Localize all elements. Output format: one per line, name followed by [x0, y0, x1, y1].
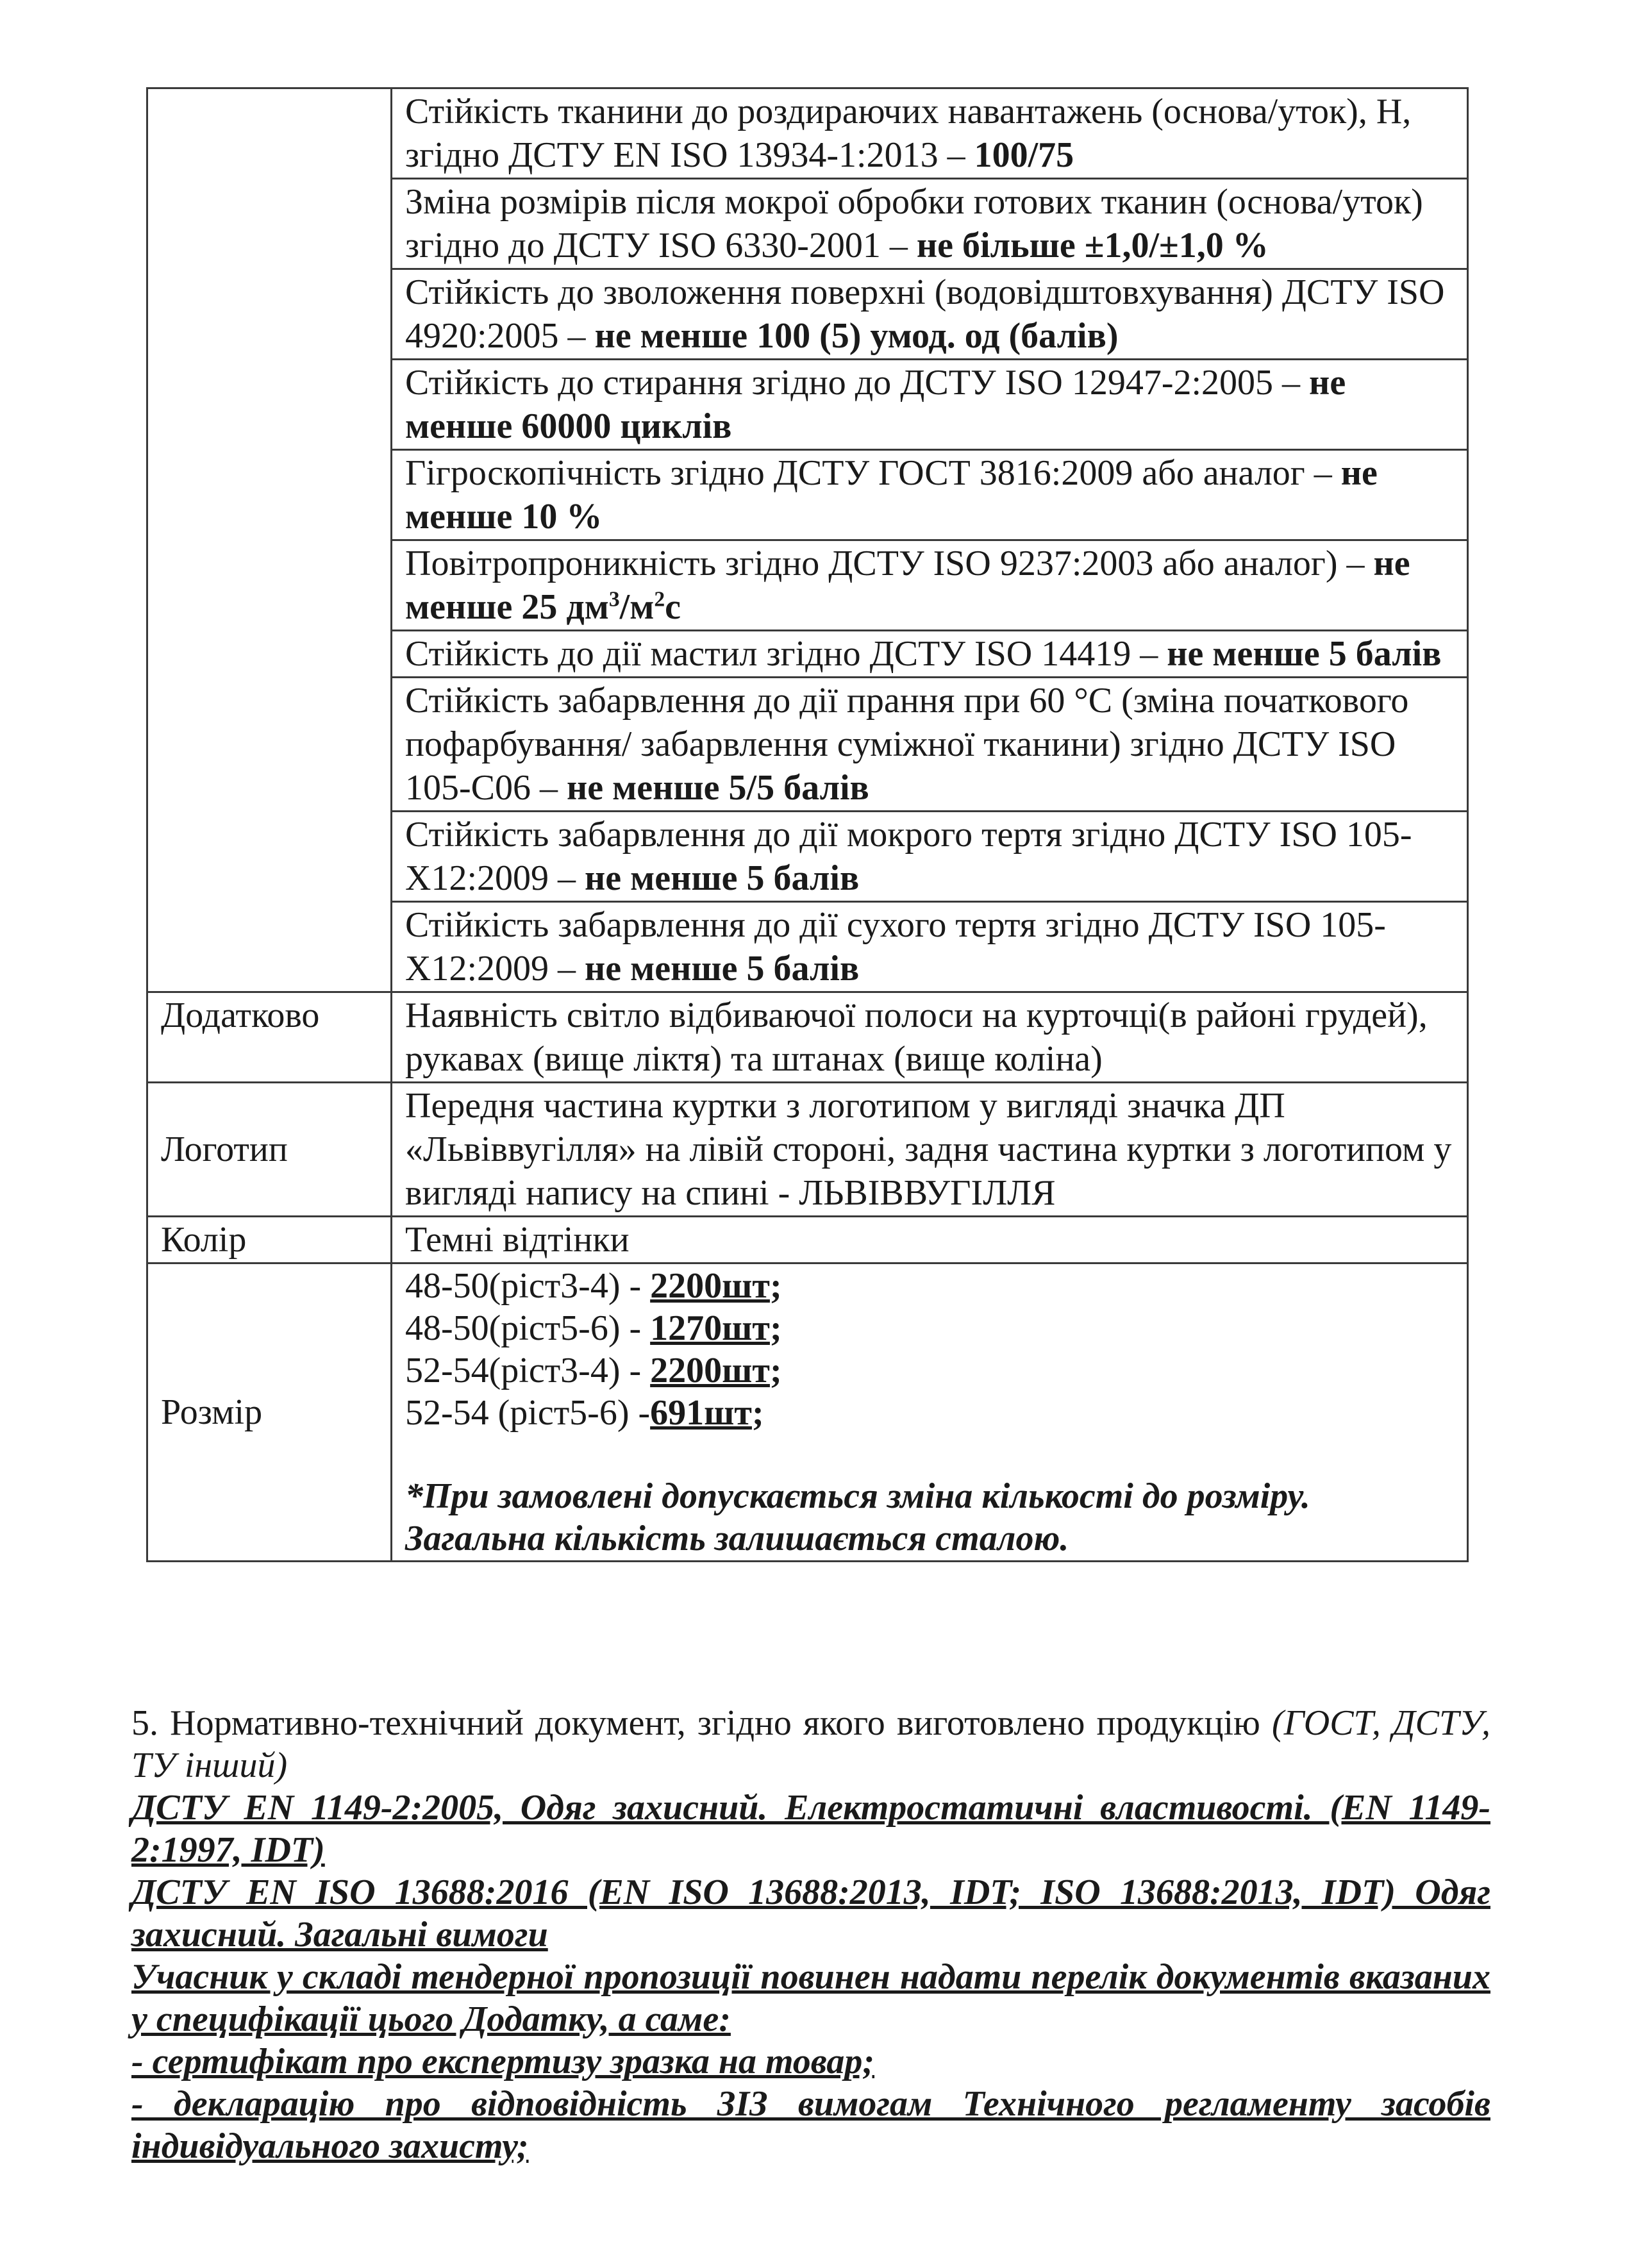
property-dimension-change: Зміна розмірів після мокрої обробки готових тканин (основа/уток) згідно до ДСТУ ISO 6330-2001 – не більше ±1,0/±1,0 %: [392, 179, 1468, 269]
size-note: *При замовлені допускається зміна кількості до розміру. Загальна кількість залишається сталою.: [405, 1476, 1310, 1558]
table-row: [147, 1083, 1468, 1217]
property-abrasion: Стійкість до стирання згідно до ДСТУ ISO 12947-2:2005 – не менше 60000 циклів: [392, 360, 1468, 450]
size-list: [392, 1263, 1468, 1562]
size-item: 52-54 (ріст5-6) -691шт;: [405, 1393, 764, 1433]
property-oil-resistance: Стійкість до дії мастил згідно ДСТУ ISO 14419 – не менше 5 балів: [392, 631, 1468, 678]
additional-label: Додатково: [147, 992, 392, 1083]
table-row: [147, 1217, 1468, 1263]
empty-label-cell: [147, 88, 392, 992]
requirement-line: - декларацію про відповідність ЗІЗ вимогам Технічного регламенту засобів індивідуального захисту;: [131, 2084, 1490, 2166]
table-row: [147, 88, 1468, 179]
standard-line: ДСТУ EN 1149-2:2005, Одяг захисний. Електростатичні властивості. (EN 1149-2:1997, IDT): [131, 1788, 1490, 1870]
property-dry-rub-colorfastness: Стійкість забарвлення до дії сухого тертя згідно ДСТУ ISO 105-X12:2009 – не менше 5 балів: [392, 902, 1468, 992]
property-hygroscopicity: Гігроскопічність згідно ДСТУ ГОСТ 3816:2009 або аналог – не менше 10 %: [392, 450, 1468, 540]
logo-label: Логотип: [147, 1083, 392, 1217]
property-air-permeability: Повітропроникність згідно ДСТУ ISO 9237:2003 або аналог) – не менше 25 $дм^3/м^2с$: [392, 540, 1468, 631]
section-5-intro: 5. Нормативно-технічний документ, згідно якого виготовлено продукцію (ГОСТ, ДСТУ, ТУ інший): [131, 1703, 1491, 1785]
logo-text: Передня частина куртки з логотипом у вигляді значка ДП «Львіввугілля» на лівій стороні, задня частина куртки з логотипом у вигляді напису на спині - ЛЬВІВВУГІЛЛЯ: [392, 1083, 1468, 1217]
section-5: [131, 1702, 1490, 2167]
requirement-line: Учасник у складі тендерної пропозиції повинен надати перелік документів вказаних у специфікації цього Додатку, а саме:: [131, 1957, 1490, 2039]
property-tear-strength: Стійкість тканини до роздираючих навантажень (основа/уток), Н, згідно ДСТУ EN ISO 13934-1:2013 – 100/75: [392, 88, 1468, 179]
standard-line: ДСТУ EN ISO 13688:2016 (EN ISO 13688:2013, IDT; ISO 13688:2013, IDT) Одяг захисний. Загальні вимоги: [131, 1872, 1490, 1955]
property-wet-rub-colorfastness: Стійкість забарвлення до дії мокрого тертя згідно ДСТУ ISO 105-X12:2009 – не менше 5 балів: [392, 812, 1468, 902]
property-wash-colorfastness: Стійкість забарвлення до дії прання при 60 °С (зміна початкового пофарбування/ забарвлення суміжної тканини) згідно ДСТУ ISO 105-C06 – не менше 5/5 балів: [392, 678, 1468, 812]
color-label: Колір: [147, 1217, 392, 1263]
size-item: 48-50(ріст3-4) - 2200шт;: [405, 1266, 782, 1306]
spec-table: [146, 87, 1469, 1562]
requirement-line: - сертифікат про експертизу зразка на товар;: [131, 2042, 875, 2081]
size-label: Розмір: [147, 1263, 392, 1562]
size-item: 52-54(ріст3-4) - 2200шт;: [405, 1351, 782, 1390]
property-water-repellency: Стійкість до зволоження поверхні (водовідштовхування) ДСТУ ISO 4920:2005 – не менше 100 (5) умод. од (балів): [392, 269, 1468, 360]
additional-text: Наявність світло відбиваючої полоси на курточці(в районі грудей), рукавах (вище ліктя) та штанах (вище коліна): [392, 992, 1468, 1083]
table-row: [147, 1263, 1468, 1562]
table-row: [147, 992, 1468, 1083]
section-5-hint: (ГОСТ, ДСТУ, ТУ інший): [131, 1703, 1491, 1785]
size-item: 48-50(ріст5-6) - 1270шт;: [405, 1308, 782, 1348]
color-text: Темні відтінки: [392, 1217, 1468, 1263]
